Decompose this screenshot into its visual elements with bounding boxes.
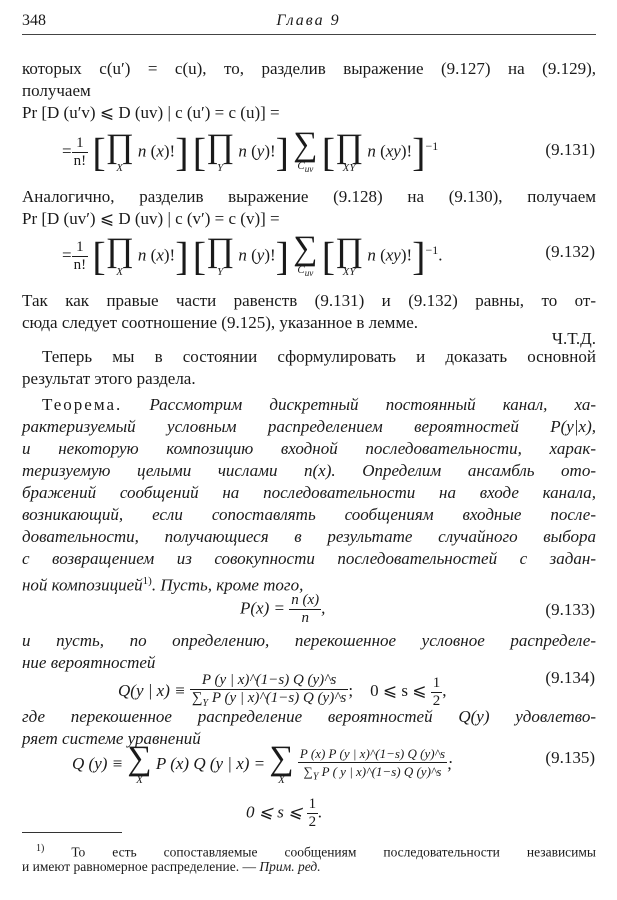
text-line: Аналогично, разделив выражение (9.128) на (9.130), получаем bbox=[22, 187, 596, 206]
eq132-line1: Pr [D (uv′) ⩽ D (uv) | c (v′) = c (v)] = bbox=[22, 209, 280, 228]
eq131-body: = $\frac{1}{n!}$ [∏ X n (x)!] [∏ Y n (y)!] ∑ $C_{uv}$ [∏ XY n (xy)!]$^{-1}$ bbox=[62, 126, 439, 175]
theorem-line: бражений сообщений на последовательности на входе канала, bbox=[22, 483, 596, 502]
page-number: 348 bbox=[22, 12, 46, 29]
theorem-line: рактеризуемый условным распределением вероятностей P(y|x), bbox=[22, 417, 596, 436]
theorem-heading: Теорема. bbox=[42, 395, 123, 414]
eq132-fraction: $\frac{1}{n!}$ bbox=[73, 239, 87, 274]
eq133-number: (9.133) bbox=[545, 600, 595, 619]
eq131-line1: Pr [D (u′v) ⩽ D (uv) | c (u′) = c (u)] = bbox=[22, 103, 280, 122]
eq135-condition: 0 ⩽ s ⩽ $\frac{1}{2}$ . bbox=[246, 796, 323, 830]
eq135-number: (9.135) bbox=[545, 748, 595, 767]
footnote-attribution: Прим. ред. bbox=[259, 859, 321, 874]
chapter-title: Глава 9 bbox=[276, 12, 341, 29]
header-rule bbox=[22, 34, 596, 35]
text-line: ние вероятностей bbox=[22, 653, 156, 672]
theorem-line: с возвращением из совокупности последовательностей с задан- bbox=[22, 549, 596, 568]
eq132-body: = $\frac{1}{n!}$ [∏ X n (x)!] [∏ Y n (y)!] ∑ $C_{uv}$ [∏ XY n (xy)!]$^{-1}$. bbox=[62, 230, 443, 279]
qed-mark: Ч.Т.Д. bbox=[551, 329, 596, 348]
theorem-line: теризуемую целыми числами n(x). Определим ансамбль ото- bbox=[22, 461, 596, 480]
text-line: получаем bbox=[22, 81, 91, 100]
theorem-line: ной композицией$^{1)}$. Пусть, кроме того, bbox=[22, 575, 304, 595]
theorem-line: довательности, получающиеся в результате случайного выбора bbox=[22, 527, 596, 546]
text-line: где перекошенное распределение вероятностей Q(y) удовлетво- bbox=[22, 707, 596, 726]
footnote-line: и имеют равномерное распределение. — Прим. ред. bbox=[22, 859, 321, 874]
footnote-line: $^{1)}$ То есть сопоставляемые сообщениям последовательности независимы bbox=[36, 843, 597, 860]
eq133-body: P(x) = $\frac{n (x)}{n}$ , bbox=[240, 592, 326, 626]
text-line: Так как правые части равенств (9.131) и (9.132) равны, то от- bbox=[22, 291, 596, 310]
text-line: и пусть, по определению, перекошенное условное распределе- bbox=[22, 631, 596, 650]
text-line: результат этого раздела. bbox=[22, 369, 196, 388]
footnote-ref: 1) bbox=[142, 575, 152, 587]
eq135-body: Q (y) ≡ ∑ X P (x) Q (y | x) = ∑ X $\frac{P (x) P (y | x)\^{}(1-s) Q (y)\^{}s}{\sum_Y P ( y | x)\^{}(1-s) Q (y)\^{}s}$ ; bbox=[72, 740, 453, 786]
eq131-fraction: $\frac{1}{n!}$ bbox=[73, 135, 87, 170]
theorem-line: и некоторую композицию входной последовательности, харак- bbox=[22, 439, 596, 458]
text-line: ряет системе уравнений bbox=[22, 729, 201, 748]
eq134-body: Q(y | x) ≡ $\frac{P (y | x)\^{}(1-s) Q (y)\^{}s}{\sum_Y P (y | x)\^{}(1-s) Q (y)\^{}s}$ ; 0 ⩽ s ⩽ $\frac{1}{2}$ , bbox=[118, 672, 447, 709]
text-line: сюда следует соотношение (9.125), указанное в лемме. bbox=[22, 313, 418, 332]
eq131-number: (9.131) bbox=[545, 140, 595, 159]
theorem-line: возникающий, если сопоставлять сообщениям входные после- bbox=[22, 505, 596, 524]
text-line: Теперь мы в состоянии сформулировать и доказать основной bbox=[42, 347, 596, 366]
text-line: которых c(u′) = c(u), то, разделив выражение (9.127) на (9.129), bbox=[22, 59, 596, 78]
footnote-rule bbox=[22, 832, 122, 833]
eq132-number: (9.132) bbox=[545, 242, 595, 261]
theorem-line: Теорема. Рассмотрим дискретный постоянный канал, ха- bbox=[42, 395, 597, 414]
footnote-mark: 1) bbox=[36, 843, 45, 854]
eq134-number: (9.134) bbox=[545, 668, 595, 687]
